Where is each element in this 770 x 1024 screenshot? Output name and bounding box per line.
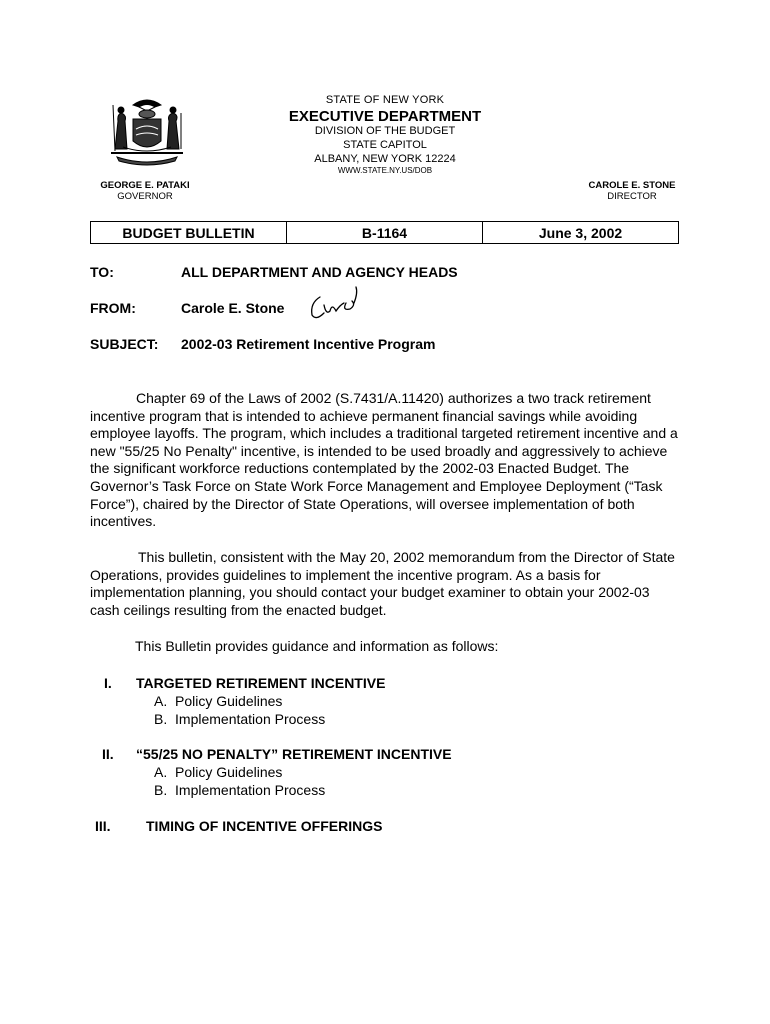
director-block <box>557 180 707 202</box>
division-name: DIVISION OF THE BUDGET <box>314 125 456 137</box>
outline-section-title: TIMING OF INCENTIVE OFFERINGS <box>146 818 383 834</box>
outline-subitem <box>154 781 325 799</box>
state-seal-emblem <box>103 95 191 169</box>
body-paragraph-2-text: This bulletin, consistent with the May 20, 2002 memorandum from the Director of State Operations, provides guidelines to implement the incentive program. As a basis for implementation planning, you should contact your budget examiner to obtain your 2002-03 cash ceilings resulting from the enacted budget. <box>90 549 675 618</box>
bulletin-number: B-1164 <box>286 222 482 243</box>
director-name: CAROLE E. STONE <box>588 180 676 191</box>
building-name: STATE CAPITOL <box>343 139 427 151</box>
outline-subitem <box>154 763 325 781</box>
governor-block <box>70 180 220 202</box>
outline-subitems <box>154 763 325 799</box>
bulletin-info-bar <box>90 221 679 244</box>
body-paragraph-1 <box>90 390 680 531</box>
outline-section-numeral: III. <box>95 818 111 834</box>
to-label: TO: <box>90 264 114 280</box>
subitem-text: Policy Guidelines <box>175 693 283 709</box>
mailing-address: ALBANY, NEW YORK 12224 <box>314 153 456 165</box>
governor-name: GEORGE E. PATAKI <box>100 180 190 191</box>
bulletin-label: BUDGET BULLETIN <box>122 224 255 241</box>
department-name: EXECUTIVE DEPARTMENT <box>288 108 482 125</box>
from-value: Carole E. Stone <box>181 300 285 316</box>
subject-label: SUBJECT: <box>90 336 159 352</box>
body-paragraph-3: This Bulletin provides guidance and information as follows: <box>135 638 499 654</box>
subitem-letter: A. <box>154 764 168 780</box>
body-paragraph-1-text: Chapter 69 of the Laws of 2002 (S.7431/A.11420) authorizes a two track retirement incentive program that is intended to achieve permanent financial savings while avoiding employee layoffs. The program, which includes a traditional targeted retirement incentive and a new "55/25 No Penalty" incentive, is intended to be used broadly and aggressively to achieve the significant workforce reductions contemplated by the 2002-03 Enacted Budget. The Governor’s Task Force on State Work Force Management and Employee Deployment (“Task Force”), chaired by the Director of State Operations, will oversee implementation of both incentives. <box>90 390 678 530</box>
subitem-text: Policy Guidelines <box>175 764 283 780</box>
outline-subitems <box>154 692 325 728</box>
body-paragraph-2 <box>90 549 680 619</box>
website-address: WWW.STATE.NY.US/DOB <box>337 166 433 175</box>
subitem-letter: B. <box>154 782 168 798</box>
bulletin-date: June 3, 2002 <box>482 222 678 243</box>
state-name: STATE OF NEW YORK <box>325 94 445 106</box>
outline-section-numeral: I. <box>104 675 112 691</box>
from-label: FROM: <box>90 300 136 316</box>
outline-section-title: TARGETED RETIREMENT INCENTIVE <box>136 675 386 691</box>
outline-subitem <box>154 710 325 728</box>
to-value: ALL DEPARTMENT AND AGENCY HEADS <box>181 264 458 280</box>
handwritten-initials-signature <box>306 281 366 323</box>
subitem-text: Implementation Process <box>175 782 326 798</box>
subitem-letter: B. <box>154 711 168 727</box>
subitem-text: Implementation Process <box>175 711 326 727</box>
outline-section-numeral: II. <box>102 746 114 762</box>
governor-title: GOVERNOR <box>117 191 173 202</box>
director-title: DIRECTOR <box>607 191 657 202</box>
outline-subitem <box>154 692 325 710</box>
subject-value: 2002-03 Retirement Incentive Program <box>181 336 436 352</box>
outline-section-title: “55/25 NO PENALTY” RETIREMENT INCENTIVE <box>136 746 452 762</box>
subitem-letter: A. <box>154 693 168 709</box>
